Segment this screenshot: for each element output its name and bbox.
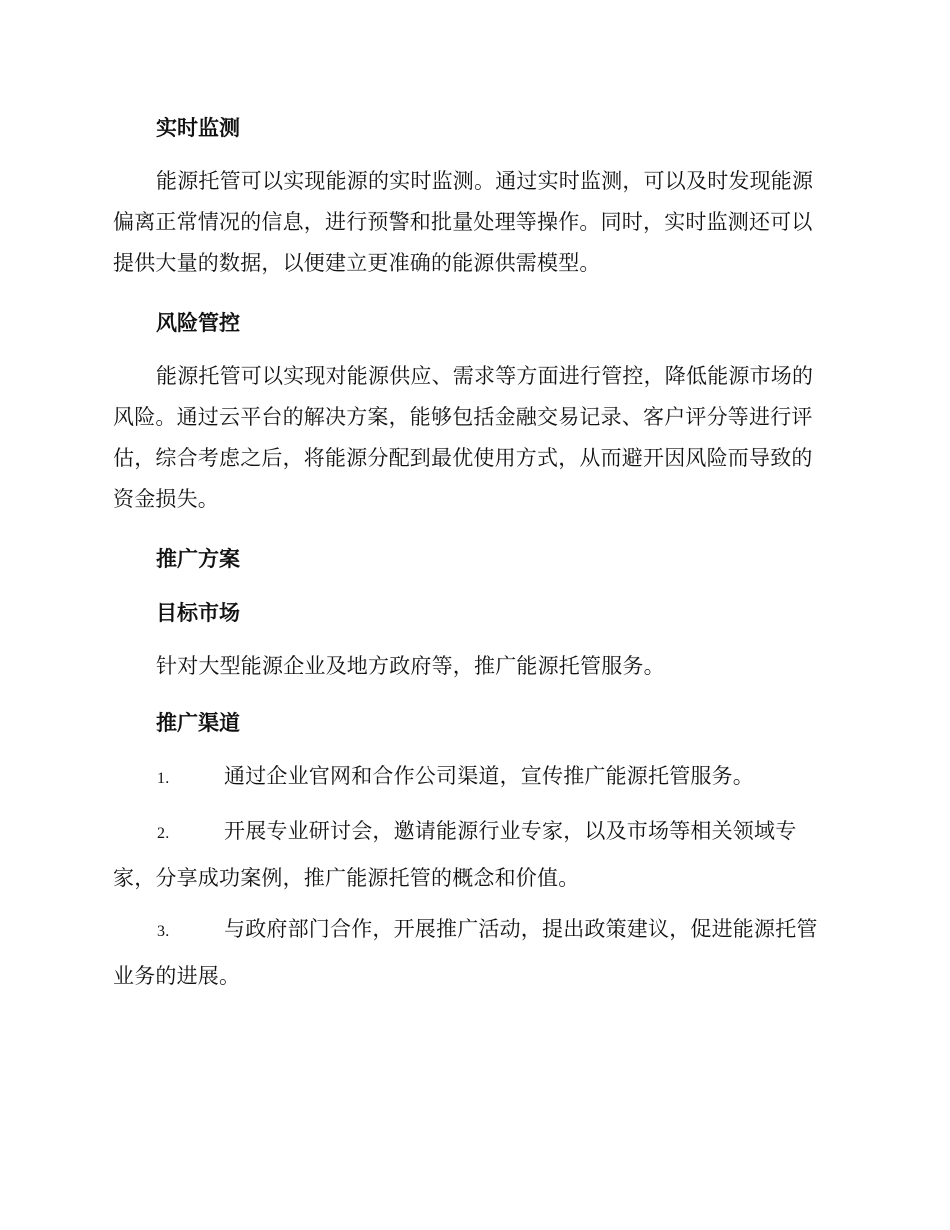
list-item-text: 通过企业官网和合作公司渠道，宣传推广能源托管服务。: [224, 764, 754, 788]
list-item: [113, 809, 833, 900]
heading-target-market: 目标市场: [156, 601, 240, 625]
list-item: [113, 907, 833, 998]
paragraph-realtime-monitoring: 能源托管可以实现能源的实时监测。通过实时监测，可以及时发现能源偏离正常情况的信息，进行预警和批量处理等操作。同时，实时监测还可以提供大量的数据，以便建立更准确的能源供需模型。: [113, 169, 814, 275]
list-number: 3.: [157, 923, 170, 940]
paragraph-risk-control: 能源托管可以实现对能源供应、需求等方面进行管控，降低能源市场的风险。通过云平台的解决方案，能够包括金融交易记录、客户评分等进行评估，综合考虑之后，将能源分配到最优使用方式，从而避开因风险而导致的资金损失。: [113, 364, 814, 511]
list-number: 2.: [157, 825, 170, 842]
heading-risk-control: 风险管控: [156, 311, 240, 335]
list-item: [113, 754, 833, 801]
paragraph-target-market: 针对大型能源企业及地方政府等，推广能源托管服务。: [156, 654, 665, 678]
heading-promotion-channels: 推广渠道: [156, 711, 240, 735]
list-item-text: 开展专业研讨会，邀请能源行业专家，以及市场等相关领域专家，分享成功案例，推广能源托管的概念和价值。: [113, 819, 797, 890]
list-number: 1.: [157, 770, 170, 787]
heading-realtime-monitoring: 实时监测: [156, 116, 240, 140]
heading-promotion-plan: 推广方案: [156, 547, 240, 571]
list-item-text: 与政府部门合作，开展推广活动，提出政策建议，促进能源托管业务的进展。: [113, 917, 818, 988]
